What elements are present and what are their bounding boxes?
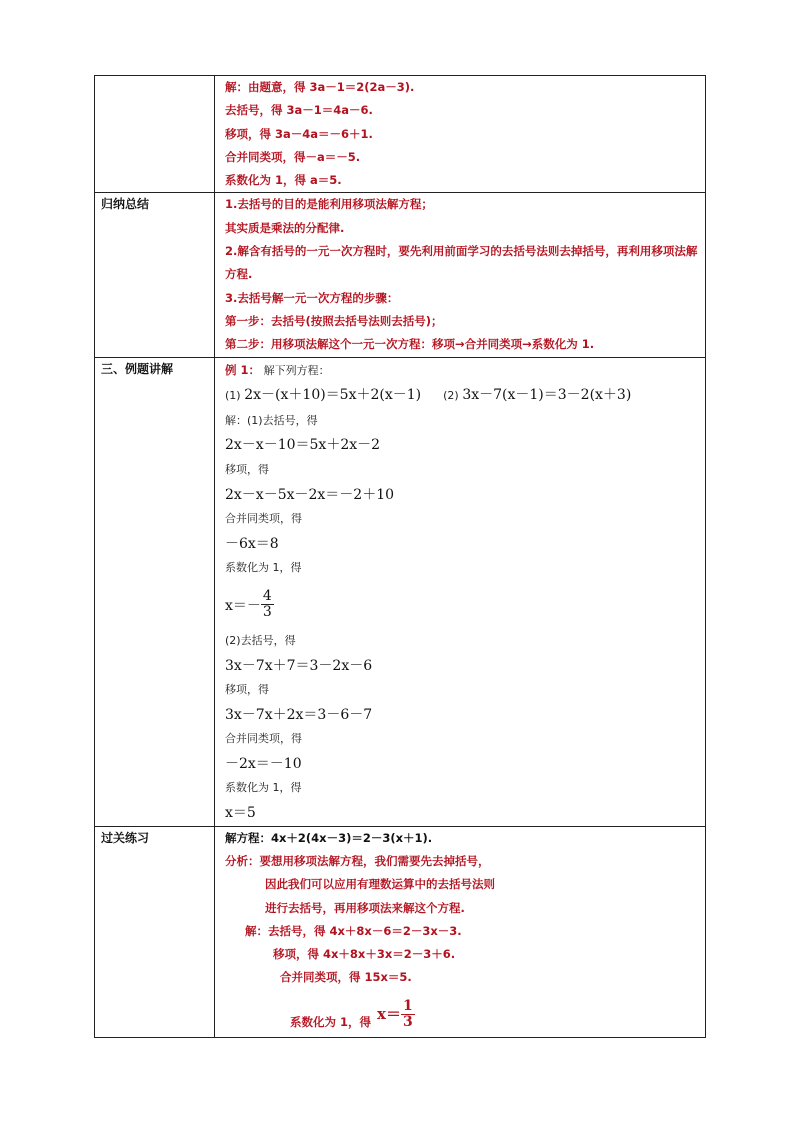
table-row [95, 193, 706, 357]
step-equation: －6x＝8 [225, 535, 279, 552]
final-answer-line [225, 990, 699, 1032]
answer-fraction [261, 589, 274, 620]
fraction-denominator: 3 [262, 604, 272, 621]
summary-line: 第一步：去括号(按照去括号法则去括号)； [225, 313, 443, 328]
step-text: 系数化为 1，得 [225, 561, 302, 575]
problem-number: (1) [225, 389, 241, 403]
problem-equation: 3x－7(x－1)＝3－2(x＋3) [462, 387, 632, 404]
practice-cell [215, 826, 706, 1037]
answer-lhs: x＝－ [225, 597, 261, 614]
solution-line: 系数化为 1，得 a＝5. [225, 173, 342, 188]
example-problems [225, 383, 699, 409]
step-equation: 2x－x－5x－2x＝－2＋10 [225, 486, 395, 503]
table-row [95, 826, 706, 1037]
example-title: 例 1： [225, 362, 261, 377]
example-heading [225, 358, 699, 384]
step-equation: 3x－7x＋2x＝3－6－7 [225, 706, 373, 723]
answer-fraction-line [225, 581, 699, 629]
step-equation: 2x－x－10＝5x＋2x－2 [225, 437, 381, 454]
solution-line: 去括号，得 3a－1＝4a－6. [225, 103, 373, 118]
summary-line: 其实质是乘法的分配律. [225, 220, 345, 235]
step-equation: －2x＝－10 [225, 755, 302, 772]
example-cell [215, 357, 706, 826]
summary-line: 3.去括号解一元一次方程的步骤： [225, 290, 399, 305]
solution-cell [215, 76, 706, 193]
summary-cell [215, 193, 706, 357]
analysis-line: 进行去括号，再用移项法来解这个方程. [265, 900, 465, 915]
solution-line: 解：去括号，得 4x＋8x－6＝2－3x－3. [245, 923, 462, 938]
problem-equation: 2x－(x＋10)＝5x＋2(x－1) [244, 387, 422, 404]
row-label: 三、例题讲解 [95, 357, 215, 826]
solution-line: 合并同类项，得－a＝－5. [225, 149, 361, 164]
solution-line: 移项，得 4x＋8x＋3x＝2－3＋6. [273, 947, 456, 962]
solution-line: 移项，得 3a－4a＝－6＋1. [225, 126, 373, 141]
step-text: 移项，得 [225, 462, 269, 476]
step-equation: 3x－7x＋7＝3－2x－6 [225, 657, 373, 674]
step-text: 合并同类项，得 [225, 512, 302, 526]
step-text: 解：(1)去括号，得 [225, 413, 318, 427]
row-label: 过关练习 [95, 826, 215, 1037]
summary-line: 第二步：用移项法解这个一元一次方程：移项→合并同类项→系数化为 1. [225, 337, 595, 352]
final-text: 系数化为 1，得 [290, 1014, 372, 1029]
table-row [95, 76, 706, 193]
fraction-denominator: 3 [402, 1013, 413, 1030]
step-text: 移项，得 [225, 683, 269, 697]
solution-line: 合并同类项，得 15x＝5. [280, 970, 412, 985]
final-lhs: x＝ [377, 1004, 401, 1023]
fraction-numerator: 1 [402, 997, 413, 1014]
step-text: 系数化为 1，得 [225, 781, 302, 795]
analysis-line: 分析：要想用移项法解方程，我们需要先去掉括号， [225, 853, 490, 868]
practice-problem: 解方程：4x＋2(4x－3)＝2－3(x＋1). [225, 830, 433, 845]
problem-number: (2) [443, 389, 459, 403]
step-equation: x＝5 [225, 805, 256, 822]
summary-line: 1.去括号的目的是能利用移项法解方程； [225, 197, 433, 212]
final-fraction [401, 999, 415, 1030]
solution-line: 解：由题意，得 3a－1＝2(2a－3). [225, 80, 415, 94]
step-text: 合并同类项，得 [225, 732, 302, 746]
fraction-numerator: 4 [262, 588, 272, 605]
analysis-line: 因此我们可以应用有理数运算中的去括号法则 [265, 877, 495, 892]
row-label [95, 76, 215, 193]
table-row [95, 357, 706, 826]
row-label: 归纳总结 [95, 193, 215, 357]
example-instruction: 解下列方程： [263, 363, 330, 377]
lesson-table [94, 75, 706, 1038]
summary-line: 2.解含有括号的一元一次方程时，要先利用前面学习的去括号法则去掉括号，再利用移项法解方程. [225, 244, 698, 282]
step-text: (2)去括号，得 [225, 633, 296, 647]
